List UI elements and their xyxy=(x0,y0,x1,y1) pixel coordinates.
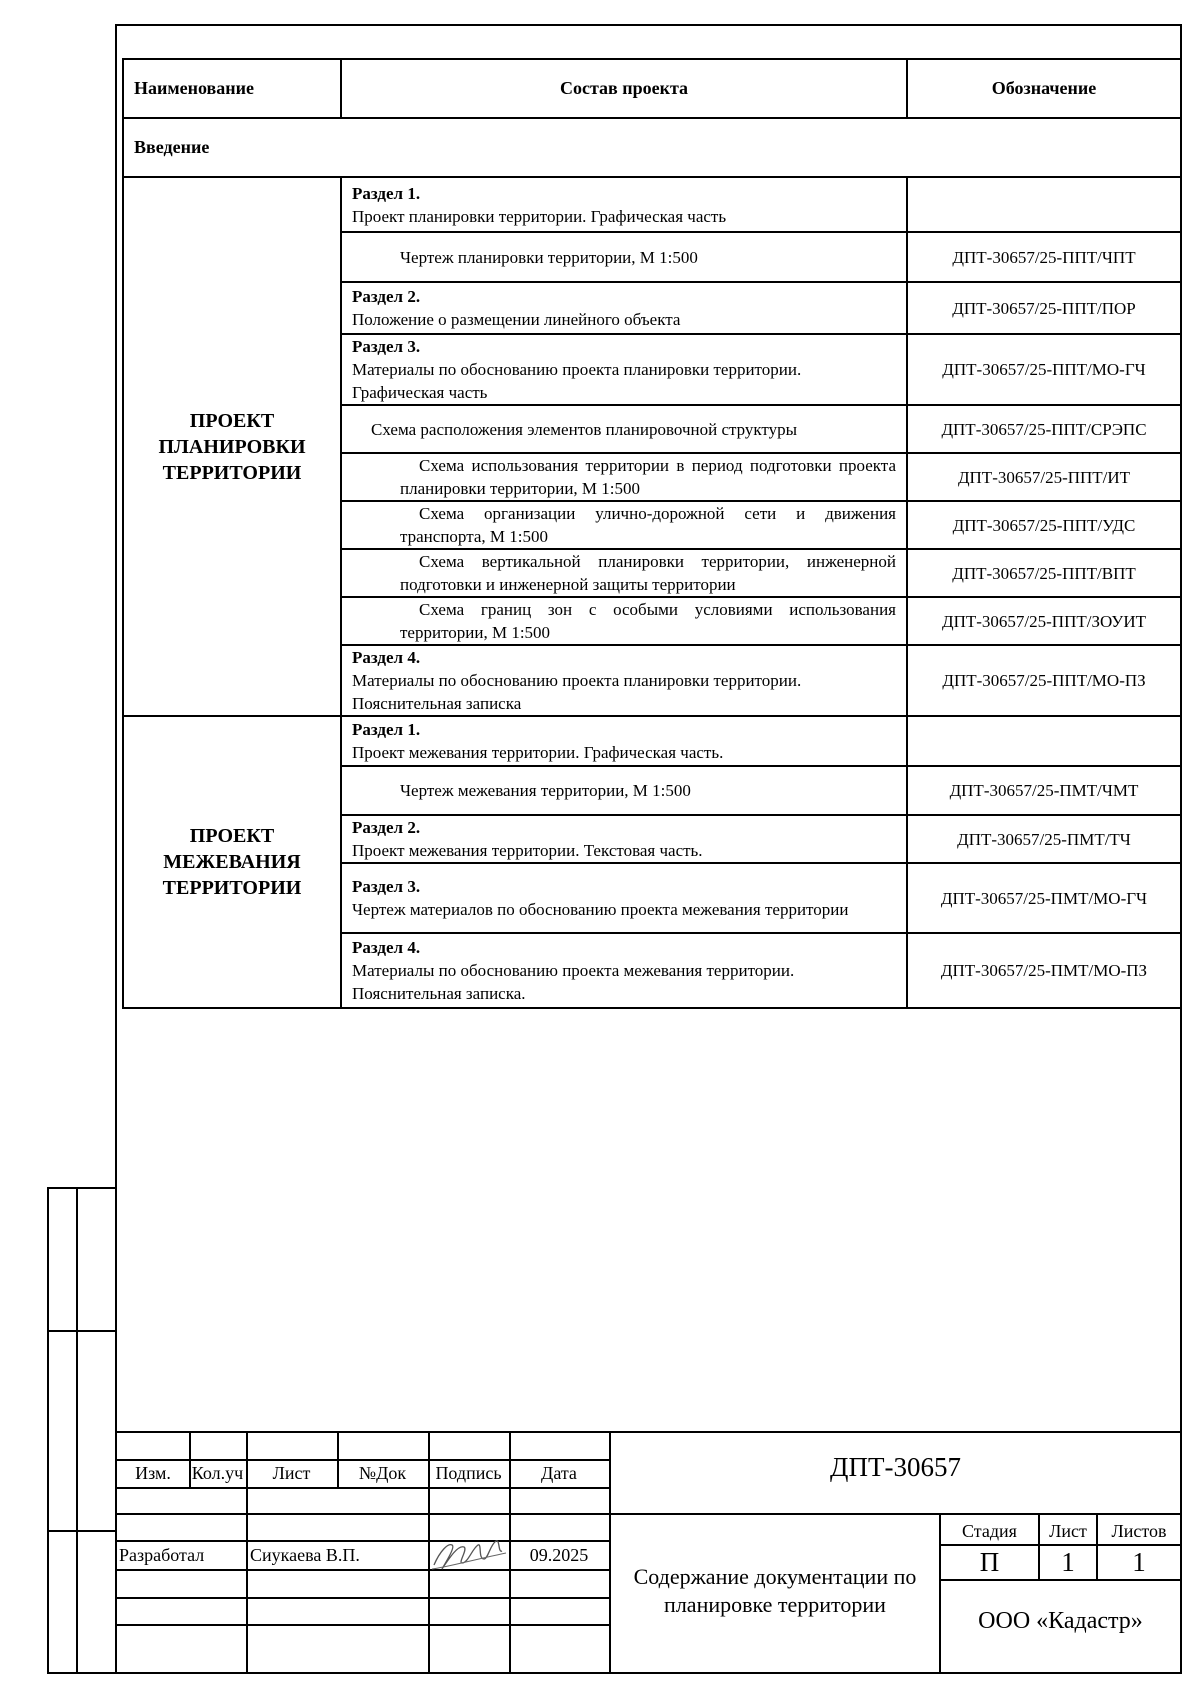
section-cell: Раздел 3. Материалы по обоснованию проекта планировки территории. Графическая часть xyxy=(341,334,907,405)
column-quantity: Кол.уч xyxy=(191,1463,244,1483)
contents-table xyxy=(122,58,1182,1009)
designation-cell: ДПТ-30657/25-ППТ/ЗОУИТ xyxy=(907,597,1181,645)
group-title-surveying: ПРОЕКТ МЕЖЕВАНИЯ ТЕРРИТОРИИ xyxy=(123,716,341,1008)
intro-label: Введение xyxy=(123,118,1181,177)
item-cell: Схема вертикальной планировки территории, инженерной подготовки и инженерной защиты территории xyxy=(341,549,907,597)
sheet-value: 1 xyxy=(1061,1547,1075,1577)
sheets-value: 1 xyxy=(1132,1547,1146,1577)
signature-mark xyxy=(428,1531,510,1577)
section-cell: Раздел 4. Материалы по обоснованию проекта планировки территории. Пояснительная записка xyxy=(341,645,907,716)
item-cell: Чертеж межевания территории, М 1:500 xyxy=(341,766,907,815)
designation-cell: ДПТ-30657/25-ППТ/МО-ПЗ xyxy=(907,645,1181,716)
date-value: 09.2025 xyxy=(529,1545,589,1565)
frame-left-border xyxy=(115,24,117,1674)
designation-cell: ДПТ-30657/25-ППТ/ВПТ xyxy=(907,549,1181,597)
column-change: Изм. xyxy=(135,1463,171,1483)
header-designation: Обозначение xyxy=(907,59,1181,118)
designation-cell: ДПТ-30657/25-ПМТ/МО-ГЧ xyxy=(907,863,1181,933)
item-cell: Чертеж планировки территории, М 1:500 xyxy=(341,232,907,282)
column-document: №Док xyxy=(358,1463,407,1483)
section-cell: Раздел 1. Проект межевания территории. Графическая часть. xyxy=(341,716,907,766)
sheet-label: Лист xyxy=(1049,1521,1087,1541)
stage-label: Стадия xyxy=(962,1521,1017,1541)
table-header-row xyxy=(123,59,1181,118)
designation-cell: ДПТ-30657/25-ППТ/МО-ГЧ xyxy=(907,334,1181,405)
designation-cell: ДПТ-30657/25-ПМТ/ТЧ xyxy=(907,815,1181,863)
section-cell: Раздел 1. Проект планировки территории. Графическая часть xyxy=(341,177,907,232)
frame-top-border xyxy=(115,24,1182,26)
item-cell: Схема расположения элементов планировочной структуры xyxy=(341,405,907,453)
item-cell: Схема границ зон с особыми условиями использования территории, М 1:500 xyxy=(341,597,907,645)
organization-name: ООО «Кадастр» xyxy=(978,1608,1143,1634)
section-cell: Раздел 3. Чертеж материалов по обоснованию проекта межевания территории xyxy=(341,863,907,933)
table-row xyxy=(123,177,1181,232)
header-composition: Состав проекта xyxy=(341,59,907,118)
section-cell: Раздел 2. Проект межевания территории. Текстовая часть. xyxy=(341,815,907,863)
section-cell: Раздел 4. Материалы по обоснованию проекта межевания территории. Пояснительная записка. xyxy=(341,933,907,1008)
column-signature: Подпись xyxy=(435,1463,502,1483)
designation-cell: ДПТ-30657/25-ППТ/ПОР xyxy=(907,282,1181,334)
designation-cell: ДПТ-30657/25-ППТ/УДС xyxy=(907,501,1181,549)
designation-cell xyxy=(907,716,1181,766)
designation-cell: ДПТ-30657/25-ППТ/ЧПТ xyxy=(907,232,1181,282)
item-cell: Схема организации улично-дорожной сети и движения транспорта, М 1:500 xyxy=(341,501,907,549)
header-name: Наименование xyxy=(123,59,341,118)
designation-cell: ДПТ-30657/25-ПМТ/ЧМТ xyxy=(907,766,1181,815)
frame-bottom-border xyxy=(47,1672,1182,1674)
designation-cell: ДПТ-30657/25-ППТ/ИТ xyxy=(907,453,1181,501)
item-cell: Схема использования территории в период подготовки проекта планировки территории, М 1:500 xyxy=(341,453,907,501)
stage-value: П xyxy=(979,1547,1000,1577)
column-date: Дата xyxy=(541,1463,577,1483)
designation-cell: ДПТ-30657/25-ППТ/СРЭПС xyxy=(907,405,1181,453)
developed-label: Разработал xyxy=(119,1545,205,1565)
intro-row xyxy=(123,118,1181,177)
section-cell: Раздел 2. Положение о размещении линейного объекта xyxy=(341,282,907,334)
designation-cell: ДПТ-30657/25-ПМТ/МО-ПЗ xyxy=(907,933,1181,1008)
column-sheet: Лист xyxy=(272,1463,311,1483)
doc-code: ДПТ-30657 xyxy=(830,1452,961,1482)
developer-name: Сиукаева В.П. xyxy=(250,1545,360,1565)
designation-cell xyxy=(907,177,1181,232)
document-title: Содержание документации по планировке территории xyxy=(633,1564,917,1617)
group-title-planning: ПРОЕКТ ПЛАНИРОВКИ ТЕРРИТОРИИ xyxy=(123,177,341,716)
sheets-label: Листов xyxy=(1111,1521,1167,1541)
table-row xyxy=(123,716,1181,766)
